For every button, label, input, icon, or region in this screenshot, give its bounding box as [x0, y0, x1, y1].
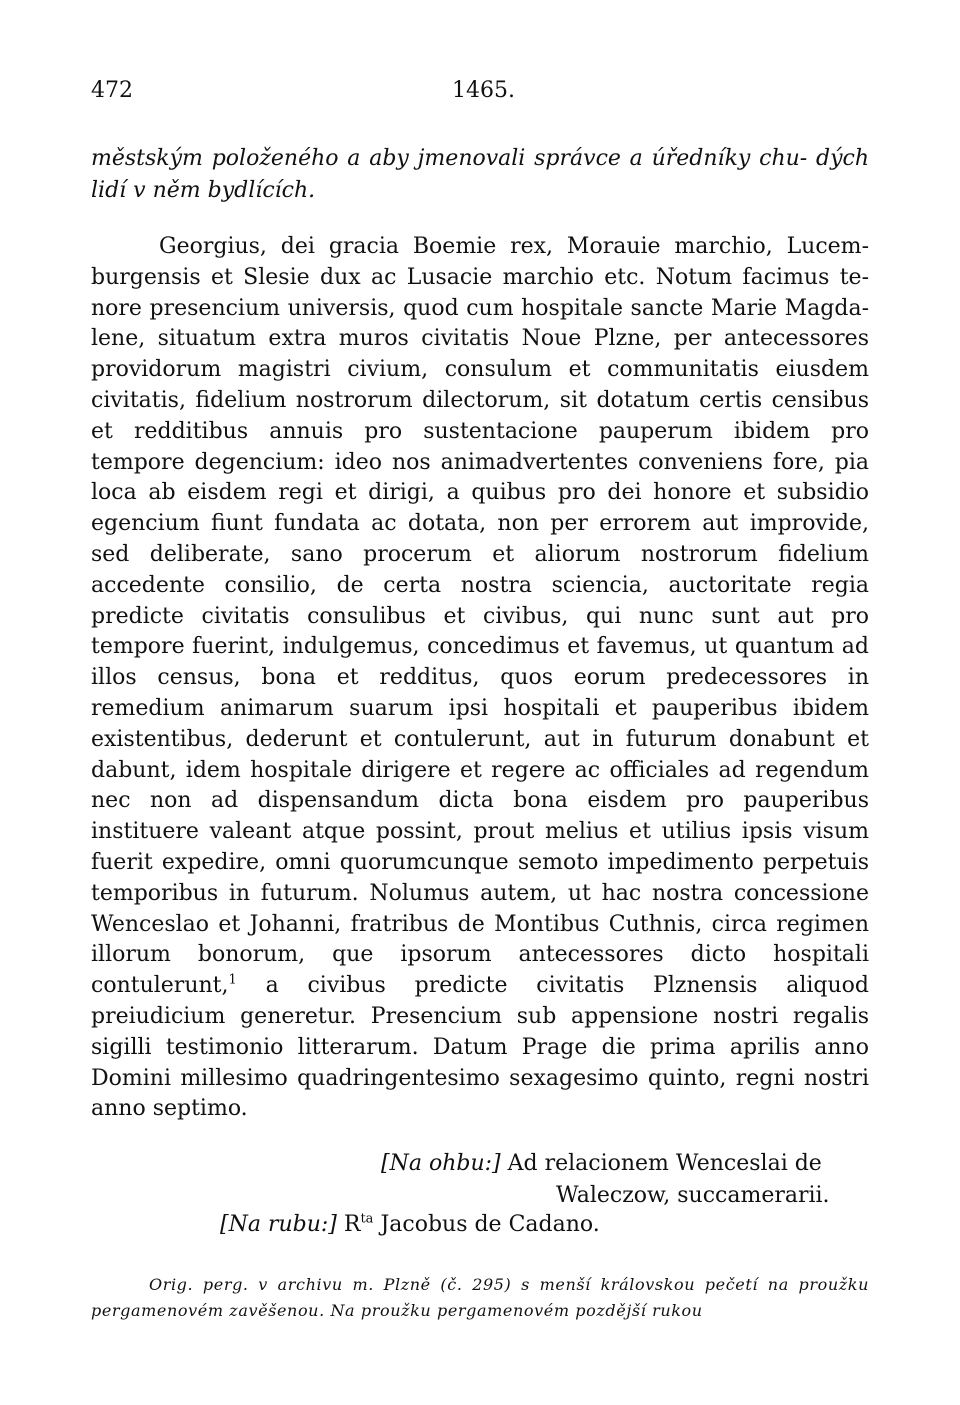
signature1-label: [Na ohbu:] — [381, 1151, 501, 1176]
body-text-continued: a civibus predicte civitatis Plznensis aliquod preiudicium generetur. Presencium sub appensione nostri regalis sigilli testimonio litterarum. Datum Prage die prima aprilis anno Domini millesimo quadringentesimo sexagesimo quinto, regni nostri anno septimo. — [91, 973, 869, 1122]
page-number: 472 — [91, 78, 133, 103]
signature1-line2: Waleczow, succamerarii. — [556, 1183, 830, 1208]
signature-registrum — [220, 1209, 820, 1241]
signature-relacio — [381, 1148, 901, 1212]
signature2-abbr-sup: ta — [360, 1211, 374, 1227]
body-paragraph — [91, 232, 869, 1125]
signature2-label: [Na rubu:] — [220, 1212, 337, 1237]
archival-note — [91, 1272, 869, 1324]
document-body — [91, 232, 869, 1125]
document-regest: městským položeného a aby jmenovali správce a úředníky chu- dých lidí v něm bydlících. — [91, 146, 869, 203]
signature2-abbr: R — [343, 1212, 361, 1237]
archival-note-text: Orig. perg. v archivu m. Plzně (č. 295) s menší královskou pečetí na proužku pergamenovém zavěšenou. Na proužku pergamenovém pozdější rukou — [91, 1275, 869, 1320]
body-text: Georgius, dei gracia Boemie rex, Morauie marchio, Lucemburgensis et Slesie dux ac Lusacie marchio etc. Notum facimus tenore presencium universis, quod cum hospitale sancte Marie Magdalene, situatum extra muros civitatis Noue Plzne, per antecessores providorum magistri civium, consulum et communitatis eiusdem civitatis, fidelium nostrorum dilectorum, sit dotatum certis censibus et redditibus annuis pro sustentacione pauperum ibidem pro tempore degencium: ideo nos animadvertentes conveniens fore, pia loca ab eisdem regi et dirigi, a quibus pro dei honore et subsidio egencium fiunt fundata ac dotata, non per errorem aut improvide, sed deliberate, sano procerum et aliorum nostrorum fidelium accedente consilio, de certa nostra sciencia, auctoritate regia predicte civitatis consulibus et civibus, qui nunc sunt aut pro tempore fuerint, indulgemus, concedimus et favemus, ut quantum ad illos census, bona et redditus, quos eorum predecessores in remedium animarum suarum ipsi hospitali et pauperibus ibidem existentibus, dederunt et contulerunt, aut in futurum donabunt et dabunt, idem hospitale dirigere et regere ac officiales ad regendum nec non ad dispensandum dicta bona eisdem pro pauperibus instituere valeant atque possint, prout melius et utilius ipsis visum fuerit expedire, omni quorumcunque semoto impedimento perpetuis temporibus in futurum. Nolumus autem, ut hac nostra concessione Wenceslao et Johanni, fratribus de Montibus Cuthnis, circa regimen illorum bonorum, que ipsorum antecessores dicto hospitali contulerunt, — [91, 234, 869, 999]
signature2-text: Jacobus de Cadano. — [380, 1212, 600, 1237]
document-year: 1465. — [452, 78, 515, 103]
page-header — [0, 78, 960, 108]
signature1-line1: Ad relacionem Wenceslai de — [507, 1151, 822, 1176]
footnote-mark: 1 — [228, 972, 237, 988]
